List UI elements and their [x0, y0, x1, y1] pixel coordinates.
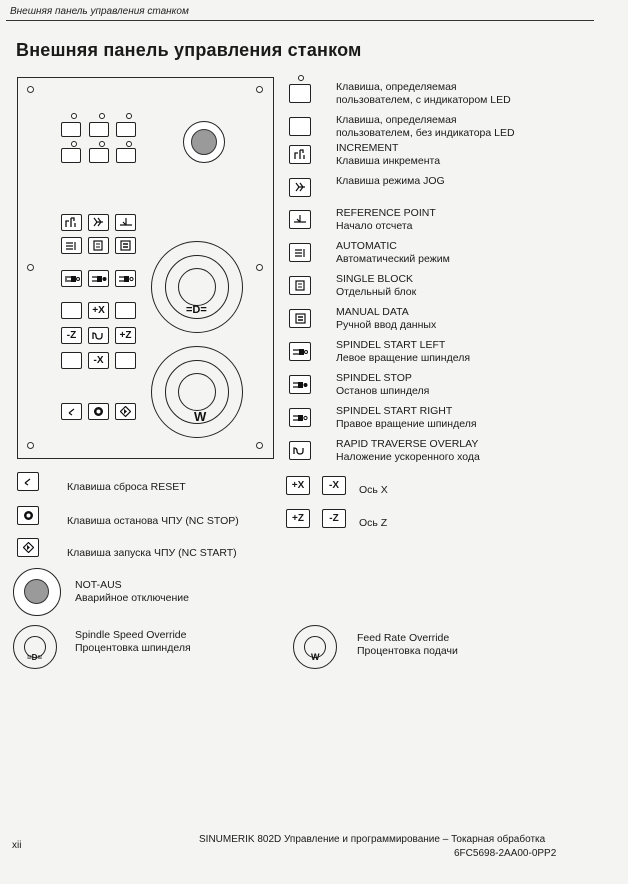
increment-legend-key — [289, 145, 311, 164]
legend-label: SPINDEL START LEFT — [336, 339, 446, 351]
manual-data-key[interactable] — [115, 237, 136, 254]
reset-icon — [23, 477, 33, 487]
legend-description: Начало отсчета — [336, 220, 413, 232]
spindle-stop-key[interactable] — [88, 270, 109, 287]
user-key-led-legend-key — [289, 84, 311, 103]
increment-key[interactable] — [61, 214, 82, 231]
jog-icon — [92, 217, 105, 228]
user-key-blank[interactable] — [61, 302, 82, 319]
nc-start-icon — [120, 406, 131, 417]
legend-description: Наложение ускоренного хода — [336, 451, 480, 463]
jog-icon — [294, 182, 307, 193]
jog-legend-key — [289, 178, 311, 197]
legend-description: пользователем, без индикатора LED — [336, 127, 515, 139]
z-minus-key[interactable]: -Z — [61, 327, 82, 344]
led-indicator-icon — [126, 141, 132, 147]
user-key-led-5[interactable] — [89, 148, 109, 163]
reference-point-legend-key — [289, 210, 311, 229]
spindle-stop-icon — [91, 274, 107, 284]
automatic-legend-key — [289, 243, 311, 262]
screw-icon — [256, 86, 263, 93]
led-indicator-icon — [71, 141, 77, 147]
user-key-led-6[interactable] — [116, 148, 136, 163]
running-header: Внешняя панель управления станком — [10, 6, 189, 17]
nc-stop-key[interactable] — [88, 403, 109, 420]
legend-description: Автоматический режим — [336, 253, 450, 265]
x-minus-key[interactable]: -X — [88, 352, 109, 369]
single-block-legend-key — [289, 276, 311, 295]
header-rule — [6, 20, 594, 21]
legend-label: Клавиша, определяемая — [336, 114, 457, 126]
spindle-override-line2: Процентовка шпинделя — [75, 642, 191, 654]
legend-label: SPINDEL STOP — [336, 372, 412, 384]
legend-label: Клавиша режима JOG — [336, 175, 445, 187]
reference-point-icon — [293, 214, 307, 225]
z-minus-legend-key: -Z — [322, 509, 346, 528]
x-minus-legend-key: -X — [322, 476, 346, 495]
increment-icon — [65, 217, 78, 228]
legend-description: Клавиша инкремента — [336, 155, 441, 167]
footer-line1: SINUMERIK 802D Управление и программирование – Токарная обработка — [199, 834, 546, 845]
nc-start-icon — [23, 542, 34, 553]
increment-icon — [294, 149, 307, 160]
rapid-traverse-legend-key — [289, 441, 311, 460]
nc-stop-legend-key — [17, 506, 39, 525]
spindle-override-line1: Spindle Speed Override — [75, 629, 187, 641]
legend-description: Левое вращение шпинделя — [336, 352, 471, 364]
legend-label: Клавиша, определяемая — [336, 81, 457, 93]
footer-line2: 6FC5698-2AA00-0PP2 — [454, 848, 557, 859]
spindle-start-right-key[interactable] — [115, 270, 136, 287]
legend-description: Правое вращение шпинделя — [336, 418, 477, 430]
feed-icon: W — [311, 652, 320, 662]
z-plus-legend-key: +Z — [286, 509, 310, 528]
feed-override-knob[interactable] — [151, 346, 243, 438]
reset-key[interactable] — [61, 403, 82, 420]
user-key-blank[interactable] — [61, 352, 82, 369]
feed-icon: W — [194, 409, 207, 424]
z-axis-legend-text: Ось Z — [359, 517, 388, 529]
spindle-icon: =D= — [186, 304, 207, 316]
single-block-icon — [294, 280, 307, 291]
legend-description: Останов шпинделя — [336, 385, 430, 397]
nc-stop-legend-text: Клавиша останова ЧПУ (NC STOP) — [67, 515, 239, 527]
spindle-override-knob[interactable] — [151, 241, 243, 333]
spindle-start-left-key[interactable] — [61, 270, 82, 287]
spindle-stop-icon — [292, 380, 308, 390]
legend-label: AUTOMATIC — [336, 240, 397, 252]
automatic-icon — [294, 247, 307, 258]
user-key-led-2[interactable] — [89, 122, 109, 137]
spindle-stop-legend-key — [289, 375, 311, 394]
led-indicator-icon — [99, 113, 105, 119]
manual-data-icon — [119, 240, 132, 251]
nc-start-key[interactable] — [115, 403, 136, 420]
legend-description: Отдельный блок — [336, 286, 417, 298]
legend-label: INCREMENT — [336, 142, 399, 154]
spindle-left-legend-key — [289, 342, 311, 361]
legend-label: REFERENCE POINT — [336, 207, 436, 219]
spindle-right-icon — [292, 413, 308, 423]
reference-point-key[interactable] — [115, 214, 136, 231]
reset-legend-text: Клавиша сброса RESET — [67, 481, 186, 493]
nc-start-legend-text: Клавиша запуска ЧПУ (NC START) — [67, 547, 237, 559]
reset-legend-key — [17, 472, 39, 491]
jog-key[interactable] — [88, 214, 109, 231]
rapid-traverse-icon — [92, 331, 106, 341]
nc-stop-icon — [93, 406, 104, 417]
nc-stop-icon — [23, 510, 34, 521]
user-key-blank[interactable] — [115, 302, 136, 319]
emergency-stop-legend-icon — [13, 568, 61, 616]
screw-icon — [27, 86, 34, 93]
page-number: xii — [12, 840, 22, 851]
user-key-led-1[interactable] — [61, 122, 81, 137]
automatic-icon — [65, 240, 78, 251]
spindle-left-icon — [64, 274, 80, 284]
automatic-key[interactable] — [61, 237, 82, 254]
feed-override-line2: Процентовка подачи — [357, 645, 458, 657]
screw-icon — [256, 264, 263, 271]
user-key-led-3[interactable] — [116, 122, 136, 137]
spindle-right-icon — [118, 274, 134, 284]
screw-icon — [256, 442, 263, 449]
spindle-icon: =D= — [27, 653, 43, 662]
manual-data-legend-key — [289, 309, 311, 328]
screw-icon — [27, 264, 34, 271]
legend-description: Ручной ввод данных — [336, 319, 437, 331]
user-key-led-4[interactable] — [61, 148, 81, 163]
page-title: Внешняя панель управления станком — [16, 40, 362, 60]
reset-icon — [67, 407, 77, 417]
legend-label: RAPID TRAVERSE OVERLAY — [336, 438, 479, 450]
legend-label: SINGLE BLOCK — [336, 273, 414, 285]
rapid-traverse-icon — [293, 446, 307, 456]
x-axis-legend-text: Ось X — [359, 484, 388, 496]
led-indicator-icon — [99, 141, 105, 147]
legend-description: пользователем, с индикатором LED — [336, 94, 511, 106]
emergency-stop-button[interactable] — [183, 121, 225, 163]
legend-label: MANUAL DATA — [336, 306, 409, 318]
led-indicator-icon — [126, 113, 132, 119]
estop-legend-line2: Аварийное отключение — [75, 592, 189, 604]
led-indicator-icon — [298, 75, 304, 81]
user-key-legend-key — [289, 117, 311, 136]
spindle-left-icon — [292, 347, 308, 357]
z-plus-key[interactable]: +Z — [115, 327, 136, 344]
spindle-right-legend-key — [289, 408, 311, 427]
single-block-icon — [92, 240, 105, 251]
legend-label: SPINDEL START RIGHT — [336, 405, 453, 417]
feed-override-line1: Feed Rate Override — [357, 632, 450, 644]
manual-data-icon — [294, 313, 307, 324]
single-block-key[interactable] — [88, 237, 109, 254]
x-plus-legend-key: +X — [286, 476, 310, 495]
machine-control-panel — [17, 77, 274, 459]
nc-start-legend-key — [17, 538, 39, 557]
user-key-blank[interactable] — [115, 352, 136, 369]
reference-point-icon — [119, 217, 133, 228]
led-indicator-icon — [71, 113, 77, 119]
x-plus-key[interactable]: +X — [88, 302, 109, 319]
estop-legend-line1: NOT-AUS — [75, 579, 122, 591]
rapid-traverse-key[interactable] — [88, 327, 109, 344]
screw-icon — [27, 442, 34, 449]
